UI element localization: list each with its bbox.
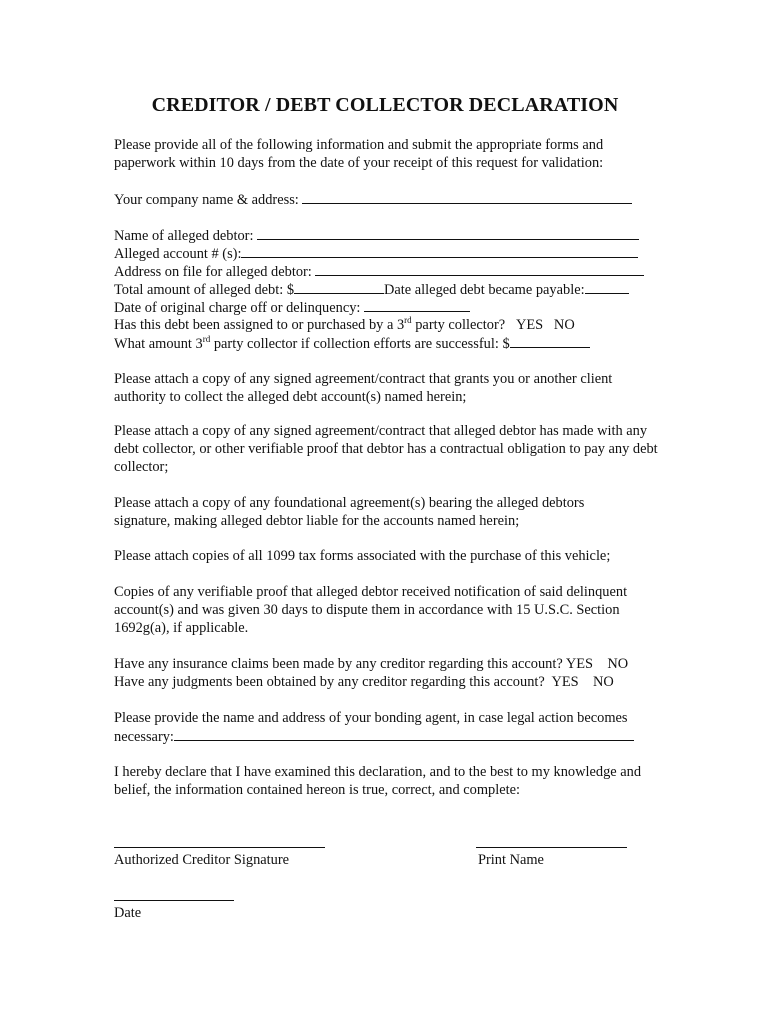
account-field <box>114 244 638 263</box>
amount-input[interactable] <box>510 334 590 348</box>
total-amount-label: Total amount of alleged debt: $ <box>114 282 295 298</box>
judgments-yes-option[interactable]: YES <box>551 674 579 690</box>
judgments-no-option[interactable]: NO <box>593 674 614 690</box>
charge-off-input[interactable] <box>364 298 470 312</box>
declaration-text: I hereby declare that I have examined this declaration, and to the best to my knowledge and belief, the information contained hereon is true, correct, and complete: <box>114 764 642 798</box>
account-input[interactable] <box>241 244 638 258</box>
assigned-no-option[interactable]: NO <box>553 317 575 333</box>
page-title: CREDITOR / DEBT COLLECTOR DECLARATION <box>151 94 619 116</box>
amount-ordinal: rd <box>202 334 211 344</box>
assigned-label: Has this debt been assigned to or purchased by a 3 <box>114 317 405 333</box>
insurance-question <box>114 655 628 673</box>
company-label: Your company name & address: <box>114 192 299 208</box>
assigned-label-end: party collector? <box>411 317 506 333</box>
creditor-signature-label: Authorized Creditor Signature <box>114 852 290 868</box>
paragraph-agreement: Please attach a copy of any signed agreement/contract that grants you or another client authority to collect the alleged debt account(s) named herein; <box>114 371 613 405</box>
debtor-name-field <box>114 226 639 245</box>
date-payable-input[interactable] <box>585 280 629 294</box>
debtor-name-label: Name of alleged debtor: <box>114 228 254 244</box>
amount-field <box>114 334 590 353</box>
insurance-no-option[interactable]: NO <box>607 656 629 672</box>
paragraph-1099: Please attach copies of all 1099 tax forms associated with the purchase of this vehicle; <box>114 548 611 564</box>
charge-off-field <box>114 298 470 317</box>
date-line[interactable] <box>114 900 234 901</box>
amount-label: What amount 3 <box>114 336 203 352</box>
insurance-label: Have any insurance claims been made by any creditor regarding this account? <box>114 656 563 672</box>
print-name-label: Print Name <box>478 852 544 868</box>
bonding-text: Please provide the name and address of your bonding agent, in case legal action becomes <box>114 710 628 726</box>
judgments-label: Have any judgments been obtained by any creditor regarding this account? <box>114 674 545 690</box>
assigned-yes-option[interactable]: YES <box>515 317 544 333</box>
account-label: Alleged account # (s): <box>114 246 242 262</box>
total-amount-field <box>114 280 629 299</box>
creditor-signature-line[interactable] <box>114 847 325 848</box>
total-amount-input[interactable] <box>294 280 384 294</box>
paragraph-debt-collector: Please attach a copy of any signed agreement/contract that alleged debtor has made with any debt collector, or other verifiable proof that debtor has a contractual obligation to pay any debt collector; <box>114 423 658 475</box>
address-on-file-input[interactable] <box>315 262 644 276</box>
address-on-file-field <box>114 262 644 281</box>
amount-label-end: party collector if collection efforts are successful: $ <box>210 336 510 352</box>
bonding-input[interactable] <box>174 727 634 741</box>
judgments-question <box>114 673 614 691</box>
debtor-name-input[interactable] <box>257 226 639 240</box>
print-name-line[interactable] <box>476 847 627 848</box>
paragraph-foundational: Please attach a copy of any foundational agreement(s) bearing the alleged debtors signature, making alleged debtor liable for the accounts named herein; <box>114 495 585 529</box>
company-field <box>114 190 632 209</box>
bonding-field <box>114 727 634 746</box>
assigned-ordinal: rd <box>404 315 412 325</box>
insurance-yes-option[interactable]: YES <box>565 656 593 672</box>
paragraph-verifiable-proof: Copies of any verifiable proof that alleged debtor received notification of said delinquent account(s) and was given 30 days to dispute them in accordance with 15 U.S.C. Section 1692g(a), if applicable. <box>114 584 628 636</box>
bonding-label: necessary: <box>114 729 174 745</box>
charge-off-label: Date of original charge off or delinquency: <box>114 300 361 316</box>
date-label: Date <box>114 905 142 921</box>
company-input[interactable] <box>302 190 632 204</box>
address-on-file-label: Address on file for alleged debtor: <box>114 264 312 280</box>
date-payable-label: Date alleged debt became payable: <box>384 282 585 298</box>
assigned-question <box>114 316 575 334</box>
intro-text: Please provide all of the following information and submit the appropriate forms and paperwork within 10 days from the date of your receipt of this request for validation: <box>114 137 604 171</box>
